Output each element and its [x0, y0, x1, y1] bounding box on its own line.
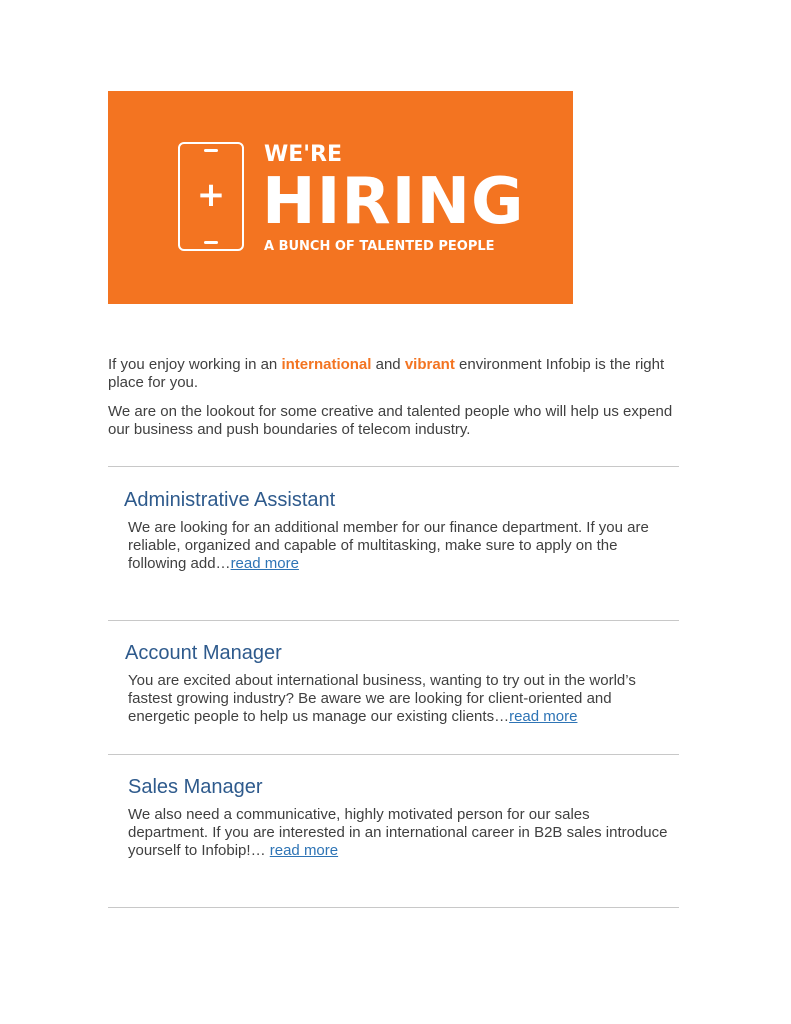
read-more-link[interactable]: read more [509, 708, 578, 725]
divider [108, 754, 679, 755]
highlight-vibrant: vibrant [404, 356, 455, 373]
read-more-link[interactable]: read more [230, 555, 299, 572]
job-listing-account-manager [125, 641, 673, 726]
banner-subline: A BUNCH OF TALENTED PEOPLE [264, 239, 495, 254]
intro-text-part: environment Infobip is the right place for you. [108, 356, 665, 391]
banner-headline: HIRING [262, 165, 525, 239]
job-listing-administrative-assistant [124, 488, 673, 573]
hiring-banner [108, 91, 573, 304]
job-title: Account Manager [125, 642, 282, 664]
divider [108, 907, 679, 908]
job-description [128, 806, 673, 860]
read-more-link[interactable]: read more [269, 842, 339, 859]
intro-text-part: If you enjoy working in an [108, 356, 282, 373]
divider [108, 466, 679, 467]
intro-paragraph-2: We are on the lookout for some creative and talented people who will help us expend our business and push boundaries of telecom industry. [108, 403, 673, 438]
intro-paragraph-1 [108, 356, 678, 392]
job-description [128, 519, 673, 573]
divider [108, 620, 679, 621]
intro-text [108, 356, 678, 450]
job-description [128, 672, 673, 726]
highlight-international: international [281, 356, 372, 373]
banner-line1: WE'RE [264, 142, 342, 167]
job-description-text: You are excited about international business, wanting to try out in the world’s fastest growing industry? Be aware we are looking for client-oriented and energetic people to help us manage our existing clients… [128, 672, 636, 725]
job-description-text: We also need a communicative, highly motivated person for our sales department. If you are interested in an international career in B2B sales introduce yourself to Infobip!… [128, 806, 668, 859]
job-title: Administrative Assistant [124, 489, 336, 511]
job-title: Sales Manager [128, 776, 263, 798]
job-description-text: We are looking for an additional member for our finance department. If you are reliable, organized and capable of multitasking, make sure to apply on the following add… [128, 519, 649, 572]
phone-plus-icon: + [178, 142, 244, 251]
job-listing-sales-manager [128, 775, 673, 860]
intro-text-part: and [371, 356, 405, 373]
